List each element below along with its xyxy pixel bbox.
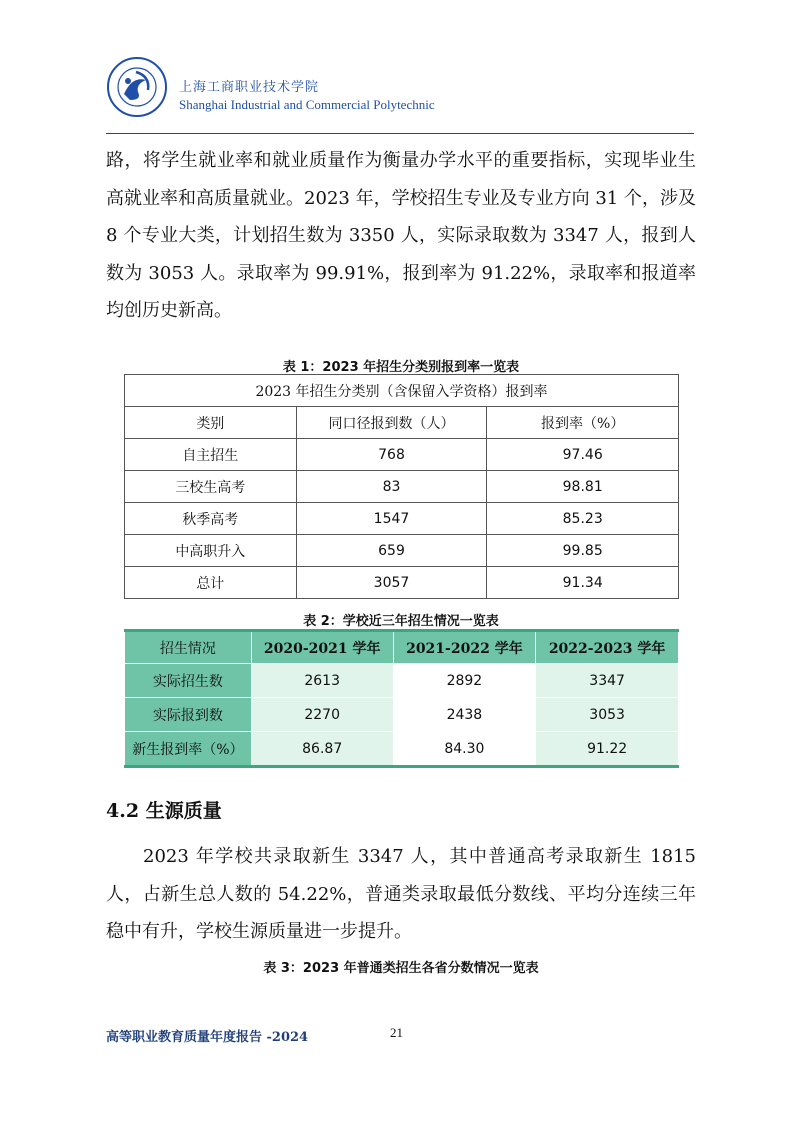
table-row [125, 567, 679, 599]
table2-header: 2020-2021 学年 [251, 631, 393, 664]
table1-count: 659 [296, 535, 487, 567]
table-row [125, 535, 679, 567]
table2-cell: 2438 [393, 698, 536, 732]
table1-category: 自主招生 [125, 439, 297, 471]
table-row [125, 732, 679, 767]
body-paragraph-1: 路，将学生就业率和就业质量作为衡量办学水平的重要指标，实现毕业生高就业率和高质量就业。2023 年，学校招生专业及专业方向 31 个，涉及 8 个专业大类，计划招生数为 3350 人，实际录取数为 3347 人，报到人数为 3053 人。录取率为 99.91%，报到率为 91.22%，录取率和报道率均创历史新高。 [106, 150, 696, 321]
table1-rate: 85.23 [487, 503, 679, 535]
table2-cell: 2270 [251, 698, 393, 732]
table1-rate: 97.46 [487, 439, 679, 471]
table1-rate: 91.34 [487, 567, 679, 599]
table-row [125, 664, 679, 698]
table2-cell: 86.87 [251, 732, 393, 767]
table2-three-year-enrollment [124, 629, 679, 768]
table1-count: 768 [296, 439, 487, 471]
table1-enrollment-by-category [124, 374, 679, 599]
table1-category: 总计 [125, 567, 297, 599]
table1-count: 83 [296, 471, 487, 503]
table-row [125, 503, 679, 535]
table2-cell: 2892 [393, 664, 536, 698]
table1-header: 报到率（%） [487, 407, 679, 439]
table3-caption: 表 3：2023 年普通类招生各省分数情况一览表 [263, 961, 539, 976]
school-logo [106, 56, 168, 118]
table2-cell: 2613 [251, 664, 393, 698]
body-paragraph-2: 2023 年学校共录取新生 3347 人，其中普通高考录取新生 1815 人，占新生总人数的 54.22%，普通类录取最低分数线、平均分连续三年稳中有升，学校生源质量进一步提升。 [106, 846, 696, 942]
table1-category: 三校生高考 [125, 471, 297, 503]
table-row [125, 698, 679, 732]
table1-rate: 99.85 [487, 535, 679, 567]
table1-category: 秋季高考 [125, 503, 297, 535]
table1-rate: 98.81 [487, 471, 679, 503]
table1-category: 中高职升入 [125, 535, 297, 567]
footer-report-title: 高等职业教育质量年度报告 -2024 [106, 1030, 309, 1045]
table-row [125, 471, 679, 503]
school-name-en: Shanghai Industrial and Commercial Polytechnic [179, 97, 435, 112]
school-name-cn: 上海工商职业技术学院 [179, 80, 320, 95]
table2-header: 2021-2022 学年 [393, 631, 536, 664]
section-title: 生源质量 [145, 800, 222, 822]
table1-count: 1547 [296, 503, 487, 535]
table2-cell: 84.30 [393, 732, 536, 767]
page-header [106, 56, 706, 126]
table1-header: 类别 [125, 407, 297, 439]
table2-caption: 表 2：学校近三年招生情况一览表 [303, 614, 499, 629]
table2-cell: 3053 [536, 698, 679, 732]
table1-caption: 表 1：2023 年招生分类别报到率一览表 [282, 360, 520, 375]
table-row [125, 439, 679, 471]
table2-row-label: 新生报到率（%） [125, 732, 252, 767]
table1-count: 3057 [296, 567, 487, 599]
section-heading [106, 796, 222, 823]
table1-header: 同口径报到数（人） [296, 407, 487, 439]
table2-header: 2022-2023 学年 [536, 631, 679, 664]
table2-row-label: 实际报到数 [125, 698, 252, 732]
table2-header: 招生情况 [125, 631, 252, 664]
table2-cell: 91.22 [536, 732, 679, 767]
table2-row-label: 实际招生数 [125, 664, 252, 698]
section-number: 4.2 [106, 800, 140, 822]
table2-cell: 3347 [536, 664, 679, 698]
header-divider [106, 133, 694, 134]
table1-title: 2023 年招生分类别（含保留入学资格）报到率 [125, 375, 679, 407]
page-number: 21 [390, 1025, 403, 1040]
